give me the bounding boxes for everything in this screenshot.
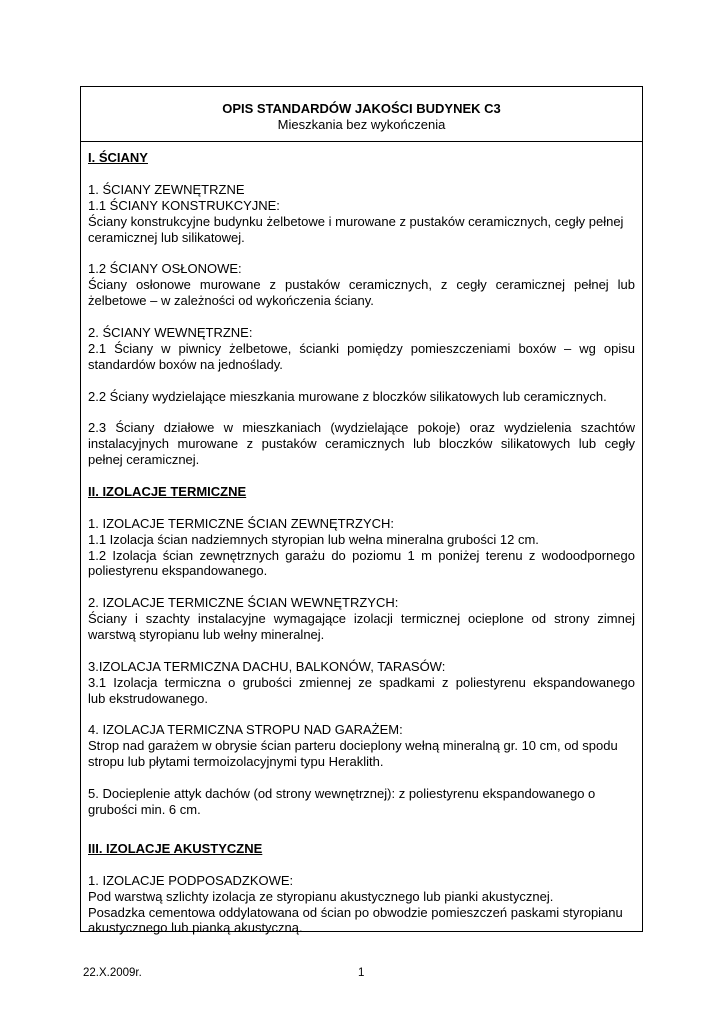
subsection-heading: 4. IZOLACJA TERMICZNA STROPU NAD GARAŻEM: — [88, 722, 403, 738]
paragraph-line: grubości min. 6 cm. — [88, 801, 201, 817]
paragraph-line: Strop nad garażem w obrysie ścian parteru docieplony wełną mineralną gr. 10 cm, od spodu — [88, 738, 618, 754]
paragraph-line: pełnej ceramicznej. — [88, 452, 200, 468]
paragraph-line: poliestyrenu ekspandowanego. — [88, 563, 268, 579]
section-heading-acoustic: III. IZOLACJE AKUSTYCZNE — [88, 840, 263, 856]
subsection-heading: 1.1 ŚCIANY KONSTRUKCYJNE: — [88, 197, 280, 213]
section-heading-thermal: II. IZOLACJE TERMICZNE — [88, 483, 247, 499]
document-frame — [80, 86, 643, 936]
subsection-heading: 1. IZOLACJE TERMICZNE ŚCIAN ZEWNĘTRZYCH: — [88, 515, 395, 531]
paragraph-line: ceramicznej lub silikatowej. — [88, 229, 245, 245]
paragraph-line: 1.2 Izolacja ścian zewnętrznych garażu do poziomu 1 m poniżej terenu z wodoodpornego — [88, 547, 635, 563]
paragraph-line: 2.3 Ściany działowe w mieszkaniach (wydzielające pokoje) oraz wydzielenia szachtów — [88, 420, 635, 436]
paragraph-line: 3.1 Izolacja termiczna o grubości zmiennej ze spadkami z poliestyrenu ekspandowanego — [88, 674, 635, 690]
paragraph-line: 2.2 Ściany wydzielające mieszkania murowane z bloczków silikatowych lub ceramicznych. — [88, 388, 607, 404]
subsection-heading: 1. IZOLACJE PODPOSADZKOWE: — [88, 872, 294, 888]
paragraph-line: lub ekstrudowanego. — [88, 690, 208, 706]
document-subtitle: Mieszkania bez wykończenia — [277, 117, 446, 132]
paragraph-line: Ściany i szachty instalacyjne wymagające izolacji termicznej ocieplone od strony zimnej — [88, 611, 635, 627]
paragraph-line: standardów boxów na jednoślady. — [88, 356, 283, 372]
paragraph-line: akustycznego lub pianką akustyczną. — [88, 920, 303, 936]
subsection-heading: 1.2 ŚCIANY OSŁONOWE: — [88, 261, 242, 277]
paragraph-line: 5. Docieplenie attyk dachów (od strony wewnętrznej): z poliestyrenu ekspandowanego o — [88, 786, 596, 802]
paragraph-line: Ściany konstrukcyjne budynku żelbetowe i murowane z pustaków ceramicznych, cegły pełnej — [88, 213, 624, 229]
paragraph-line: Ściany osłonowe murowane z pustaków ceramicznych, z cegły ceramicznej pełnej lub — [88, 277, 635, 293]
subsection-heading: 3.IZOLACJA TERMICZNA DACHU, BALKONÓW, TARASÓW: — [88, 658, 446, 674]
paragraph-line: 1.1 Izolacja ścian nadziemnych styropian lub wełna mineralna grubości 12 cm. — [88, 531, 539, 547]
paragraph-line: instalacyjnych murowane z pustaków ceramicznych lub bloczków silikatowych lub cegły — [88, 436, 635, 452]
header-divider — [81, 141, 642, 142]
paragraph-line: żelbetowe – w zależności od wykończenia ściany. — [88, 293, 374, 309]
paragraph-line: warstwą styropianu lub wełny mineralnej. — [88, 627, 325, 643]
paragraph-line: stropu lub płytami termoizolacyjnymi typu Heraklith. — [88, 754, 384, 770]
subsection-heading: 1. ŚCIANY ZEWNĘTRZNE — [88, 181, 245, 197]
footer-date: 22.X.2009r. — [83, 967, 142, 979]
document-body — [88, 150, 635, 936]
document-title: OPIS STANDARDÓW JAKOŚCI BUDYNEK C3 — [222, 101, 501, 116]
paragraph-line: Pod warstwą szlichty izolacja ze styropianu akustycznego lub pianki akustycznej. — [88, 888, 554, 904]
paragraph-line: 2.1 Ściany w piwnicy żelbetowe, ścianki pomiędzy pomieszczeniami boxów – wg opisu — [88, 340, 635, 356]
document-header — [81, 101, 642, 133]
subsection-heading: 2. IZOLACJE TERMICZNE ŚCIAN WEWNĘTRZYCH: — [88, 595, 399, 611]
paragraph-line: Posadzka cementowa oddylatowana od ścian po obwodzie pomieszczeń paskami styropianu — [88, 904, 623, 920]
page-number: 1 — [358, 967, 365, 979]
subsection-heading: 2. ŚCIANY WEWNĘTRZNE: — [88, 324, 253, 340]
section-heading-walls: I. ŚCIANY — [88, 150, 148, 165]
